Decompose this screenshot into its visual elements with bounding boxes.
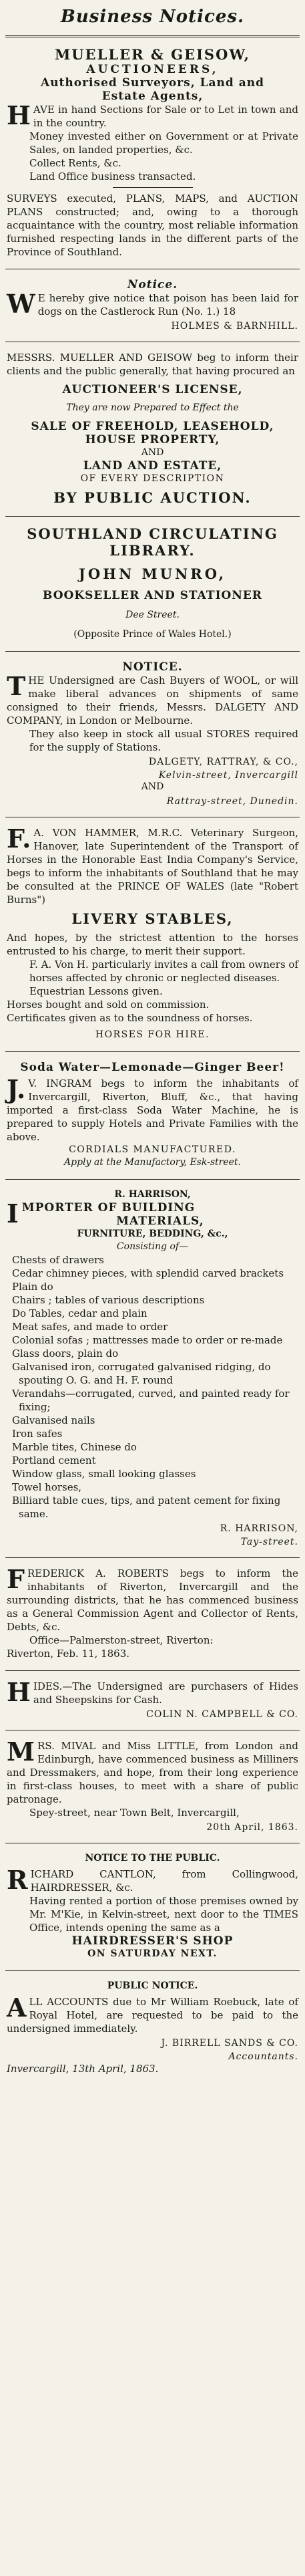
ad-heading: AND [141, 447, 164, 458]
ad-paragraph: M RS. MIVAL and Miss LITTLE, from London and Edinburgh, have commenced business as Milliners and Dressmakers, and hope, from their long experience in first-class houses, to meet with a share of public patronage. [7, 1736, 298, 1805]
ad-heading: AUCTIONEERS, [86, 63, 219, 76]
notice-veterinary [5, 821, 300, 1048]
ad-paragraph: Dee Street. [125, 610, 180, 620]
ad-paragraph: And hopes, by the strictest attention to the horses entrusted to his charge, to merit their support. [7, 932, 298, 957]
ad-paragraph: Certificates given as to the soundness of horses. [7, 1012, 253, 1024]
ad-heading: HORSES FOR HIRE. [95, 1029, 210, 1040]
ad-heading: LAND AND ESTATE, [83, 459, 222, 473]
ad-paragraph: Invercargill, 13th April, 1863. [7, 2063, 159, 2075]
signature: HOLMES & BARNHILL. [171, 321, 298, 332]
ad-heading: LIBRARY. [109, 542, 196, 559]
ad-paragraph: A LL ACCOUNTS due to Mr William Roebuck, late of Royal Hotel, are requested to be paid to the undersigned immediately. [7, 1992, 298, 2035]
ad-heading: Soda Water—Lemonade—Ginger Beer! [20, 1061, 285, 1074]
signature: AND [141, 781, 164, 792]
ad-heading: BY PUBLIC AUCTION. [53, 489, 252, 506]
list-item: Towel horses, [12, 1481, 82, 1493]
drop-cap: H [7, 100, 31, 130]
newspaper-page [5, 0, 300, 2082]
list-item: Portland cement [12, 1454, 96, 1466]
ad-paragraph: Office—Palmerston-street, Riverton: [29, 1634, 214, 1646]
ad-heading: Authorised Surveyors, Land and [41, 76, 264, 90]
notice-poison [5, 273, 300, 338]
item-list [7, 1253, 298, 1521]
ad-heading: HAIRDRESSER'S SHOP [71, 1934, 234, 1948]
ad-heading: SALE OF FREEHOLD, LEASEHOLD, [31, 420, 274, 433]
list-item: Marble tites, Chinese do [12, 1441, 137, 1453]
list-item: Plain do [12, 1281, 53, 1293]
list-item: Chairs ; tables of various descriptions [12, 1294, 205, 1306]
ad-paragraph: Riverton, Feb. 11, 1863. [7, 1648, 130, 1660]
list-item: Meat safes, and made to order [12, 1321, 168, 1333]
notice-title: PUBLIC NOTICE. [107, 1980, 198, 1991]
ad-paragraph: Collect Rents, &c. [29, 157, 121, 169]
signature: Rattray-street, Dunedin. [166, 796, 298, 807]
divider [113, 187, 193, 188]
ad-heading: R. HARRISON, [114, 1189, 191, 1200]
ad-paragraph: (Opposite Prince of Wales Hotel.) [73, 629, 232, 640]
ad-heading: AUCTIONEER'S LICENSE, [62, 383, 243, 396]
notice-library [5, 520, 300, 648]
divider [5, 516, 300, 517]
notice-mueller-geisow [5, 41, 300, 265]
notice-harrison [5, 1183, 300, 1554]
list-item: Verandahs—corrugated, curved, and painted ready for fixing; [12, 1388, 290, 1413]
signature: 20th April, 1863. [206, 1822, 298, 1833]
notice-hairdresser [5, 1847, 300, 1967]
list-item: Colonial sofas ; mattresses made to order or re-made [12, 1334, 283, 1346]
ad-heading: CORDIALS MANUFACTURED. [69, 1144, 236, 1155]
ad-paragraph: F REDERICK A. ROBERTS begs to inform the inhabitants of Riverton, Invercargill and the surrounding districts, that he has commenced business as a General Commission Agent and Collector of Rents, Debts, &c. [7, 1564, 298, 1633]
ad-paragraph: W E hereby give notice that poison has been laid for dogs on the Castlerock Run (No. 1.) 18 [7, 289, 298, 319]
divider [5, 1179, 300, 1180]
drop-cap: I [7, 1198, 19, 1229]
ad-heading: SOUTHLAND CIRCULATING [27, 525, 278, 542]
notice-hides [5, 1674, 300, 1726]
ad-paragraph: F. A. VON HAMMER, M.R.C. Veterinary Surgeon, Hanover, late Superintendent of the Transport of Horses in the Honorable East India Company's Service, begs to inform the inhabitants of Southland that he may be consulted at the PRINCE OF WALES (late "Robert Burns") [7, 823, 298, 906]
signature: J. BIRRELL SANDS & CO. [161, 2038, 298, 2049]
ad-paragraph: They also keep in stock all usual STORES required for the supply of Stations. [29, 728, 298, 753]
signature: COLIN N. CAMPBELL & CO. [146, 1709, 298, 1720]
ad-paragraph: F. A. Von H. particularly invites a call from owners of horses affected by chronic or neglected diseases. [29, 958, 298, 984]
divider [5, 1051, 300, 1052]
ad-heading: Consisting of— [116, 1241, 189, 1252]
notice-milliners [5, 1734, 300, 1839]
notice-title: Notice. [127, 278, 178, 291]
divider [5, 1670, 300, 1671]
ad-paragraph: T HE Undersigned are Cash Buyers of WOOL, or will make liberal advances on shipments of same consigned to their friends, Messrs. DALGETY AND COMPANY, in London or Melbourne. [7, 671, 298, 727]
divider [5, 35, 300, 37]
drop-cap: F [7, 1564, 25, 1594]
ad-paragraph: Spey-street, near Town Belt, Invercargill, [29, 1807, 240, 1819]
ad-paragraph: They are now Prepared to Effect the [66, 402, 239, 413]
ad-heading: FURNITURE, BEDDING, &c., [77, 1229, 228, 1239]
signature: R. HARRISON, [220, 1523, 298, 1534]
ad-paragraph: Land Office business transacted. [29, 170, 196, 182]
ad-paragraph: H AVE in hand Sections for Sale or to Let in town and in the country. [7, 100, 298, 130]
divider [5, 651, 300, 652]
ad-paragraph: Equestrian Lessons given. [29, 985, 163, 997]
list-item: Chests of drawers [12, 1254, 104, 1266]
divider [5, 1970, 300, 1971]
drop-cap: H [7, 1677, 31, 1707]
ad-heading: LIVERY STABLES, [71, 910, 234, 927]
drop-cap: T [7, 671, 26, 701]
ad-paragraph: SURVEYS executed, PLANS, MAPS, and AUCTION PLANS constructed; and, owing to a thorough acquaintance with the country, most reliable information furnished respecting lands in the different parts of the Province of Southland. [7, 192, 298, 258]
ad-heading: Estate Agents, [101, 90, 204, 103]
ad-heading: BOOKSELLER AND STATIONER [43, 589, 262, 602]
ad-paragraph: Horses bought and sold on commission. [7, 999, 210, 1011]
ad-heading: MATERIALS, [116, 1214, 204, 1228]
signature: Kelvin-street, Invercargill [158, 770, 298, 781]
ad-heading: ON SATURDAY NEXT. [87, 1948, 218, 1959]
notice-roberts [5, 1561, 300, 1667]
ad-heading: I MPORTER OF BUILDING [7, 1198, 196, 1229]
drop-cap: M [7, 1736, 35, 1767]
ad-heading: OF EVERY DESCRIPTION [80, 473, 225, 484]
ad-heading: MUELLER & GEISOW, [55, 46, 250, 63]
drop-cap: R [7, 1865, 28, 1895]
list-item: Billiard table cues, tips, and patent cement for fixing same. [12, 1495, 281, 1520]
notice-auction-licence [5, 346, 300, 513]
ad-paragraph: H IDES.—The Undersigned are purchasers of Hides and Sheepskins for Cash. [7, 1677, 298, 1707]
list-item: Cedar chimney pieces, with splendid carved brackets [12, 1267, 284, 1279]
ad-paragraph: Apply at the Manufactory, Esk-street. [64, 1157, 241, 1168]
ad-paragraph: Having rented a portion of those premises owned by Mr. M'Kie, in Kelvin-street, next door to the TIMES Office, intends opening the same as a [29, 1895, 298, 1934]
notice-accounts [5, 1974, 300, 2082]
masthead: Business Notices. [60, 7, 245, 27]
ad-paragraph: Money invested either on Government or at Private Sales, on landed properties, &c. [29, 130, 298, 156]
ad-paragraph: MESSRS. MUELLER AND GEISOW beg to inform their clients and the public generally, that having procured an [7, 352, 298, 377]
notice-wool [5, 655, 300, 813]
signature: DALGETY, RATTRAY, & CO., [148, 757, 298, 767]
ad-heading: JOHN MUNRO, [78, 565, 227, 582]
list-item: Glass doors, plain do [12, 1347, 119, 1360]
signature: Tay-street. [240, 1537, 298, 1547]
drop-cap: F. [7, 823, 31, 854]
notice-soda-water [5, 1055, 300, 1176]
notice-title: NOTICE. [122, 660, 183, 674]
drop-cap: A [7, 1992, 27, 2023]
divider [5, 1557, 300, 1558]
list-item: Galvanised iron, corrugated galvanised ridging, do spouting O. G. and H. F. round [12, 1361, 271, 1386]
list-item: Galvanised nails [12, 1414, 95, 1426]
list-item: Window glass, small looking glasses [12, 1468, 196, 1480]
notice-title: NOTICE TO THE PUBLIC. [85, 1853, 220, 1863]
ad-heading: HOUSE PROPERTY, [85, 433, 220, 446]
ad-paragraph: J. V. INGRAM begs to inform the inhabitants of Invercargill, Riverton, Bluff, &c., that having imported a first-class Soda Water Machine, he is prepared to supply Hotels and Private Families with the above. [7, 1074, 298, 1143]
list-item: Do Tables, cedar and plain [12, 1307, 147, 1319]
drop-cap: J. [7, 1074, 26, 1104]
signature: Accountants. [228, 2051, 298, 2062]
list-item: Iron safes [12, 1428, 63, 1440]
drop-cap: W [7, 289, 35, 319]
ad-paragraph: R ICHARD CANTLON, from Collingwood, HAIRDRESSER, &c. [7, 1865, 298, 1895]
